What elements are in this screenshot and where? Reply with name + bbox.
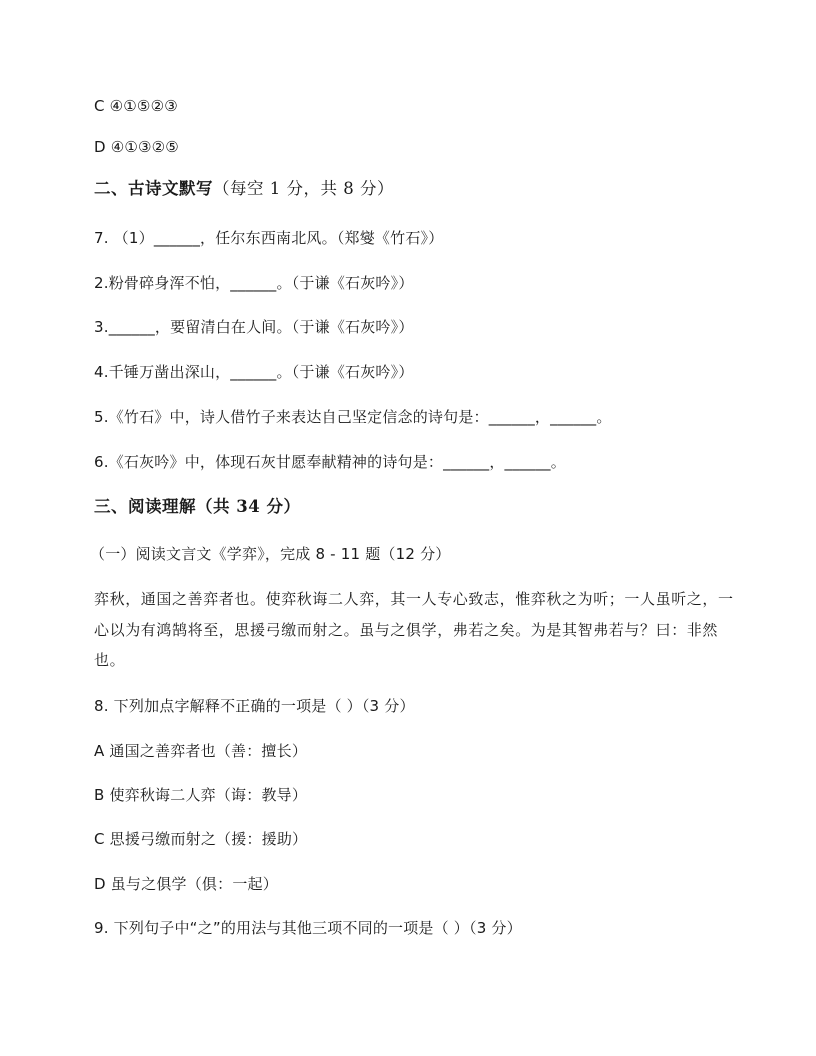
recitation-item-1: 7. （1）______，任尔东西南北风。（郑燮《竹石》） [94,229,444,247]
recitation-item-5: 5.《竹石》中，诗人借竹子来表达自己坚定信念的诗句是：______，______。 [94,408,612,426]
section-2-title: 二、古诗文默写 [94,179,213,198]
option-d-previous-question: D ④①③②⑤ [94,138,179,156]
recitation-item-2: 2.粉骨碎身浑不怕，______。（于谦《石灰吟》） [94,274,414,292]
section-2-score: （每空 1 分，共 8 分） [213,179,394,198]
question-8-option-d: D 虽与之俱学（俱：一起） [94,875,278,893]
question-8-option-c: C 思援弓缴而射之（援：援助） [94,830,308,848]
recitation-item-4: 4.千锤万凿出深山，______。（于谦《石灰吟》） [94,363,414,381]
option-c-previous-question: C ④①⑤②③ [94,97,178,115]
recitation-item-6: 6.《石灰吟》中，体现石灰甘愿奉献精神的诗句是：______，______。 [94,453,566,471]
question-8-option-b: B 使弈秋诲二人弈（诲：教导） [94,786,308,804]
question-8-stem: 8. 下列加点字解释不正确的一项是（ ）（3 分） [94,697,415,715]
section-3-heading: 三、阅读理解（共 34 分） [94,497,301,516]
question-9-stem: 9. 下列句子中“之”的用法与其他三项不同的一项是（ ）（3 分） [94,919,522,937]
question-8-option-a: A 通国之善弈者也（善：擅长） [94,742,308,760]
recitation-item-3: 3.______，要留清白在人间。（于谦《石灰吟》） [94,318,414,336]
classical-passage: 弈秋，通国之善弈者也。使弈秋诲二人弈，其一人专心致志，惟弈秋之为听；一人虽听之，一心以为有鸿鹄将至，思援弓缴而射之。虽与之俱学，弗若之矣。为是其智弗若与？曰：非然也。 [94,590,734,669]
section-2-heading [94,179,394,199]
reading-subsection-title: （一）阅读文言文《学弈》，完成 8 - 11 题（12 分） [90,545,451,563]
